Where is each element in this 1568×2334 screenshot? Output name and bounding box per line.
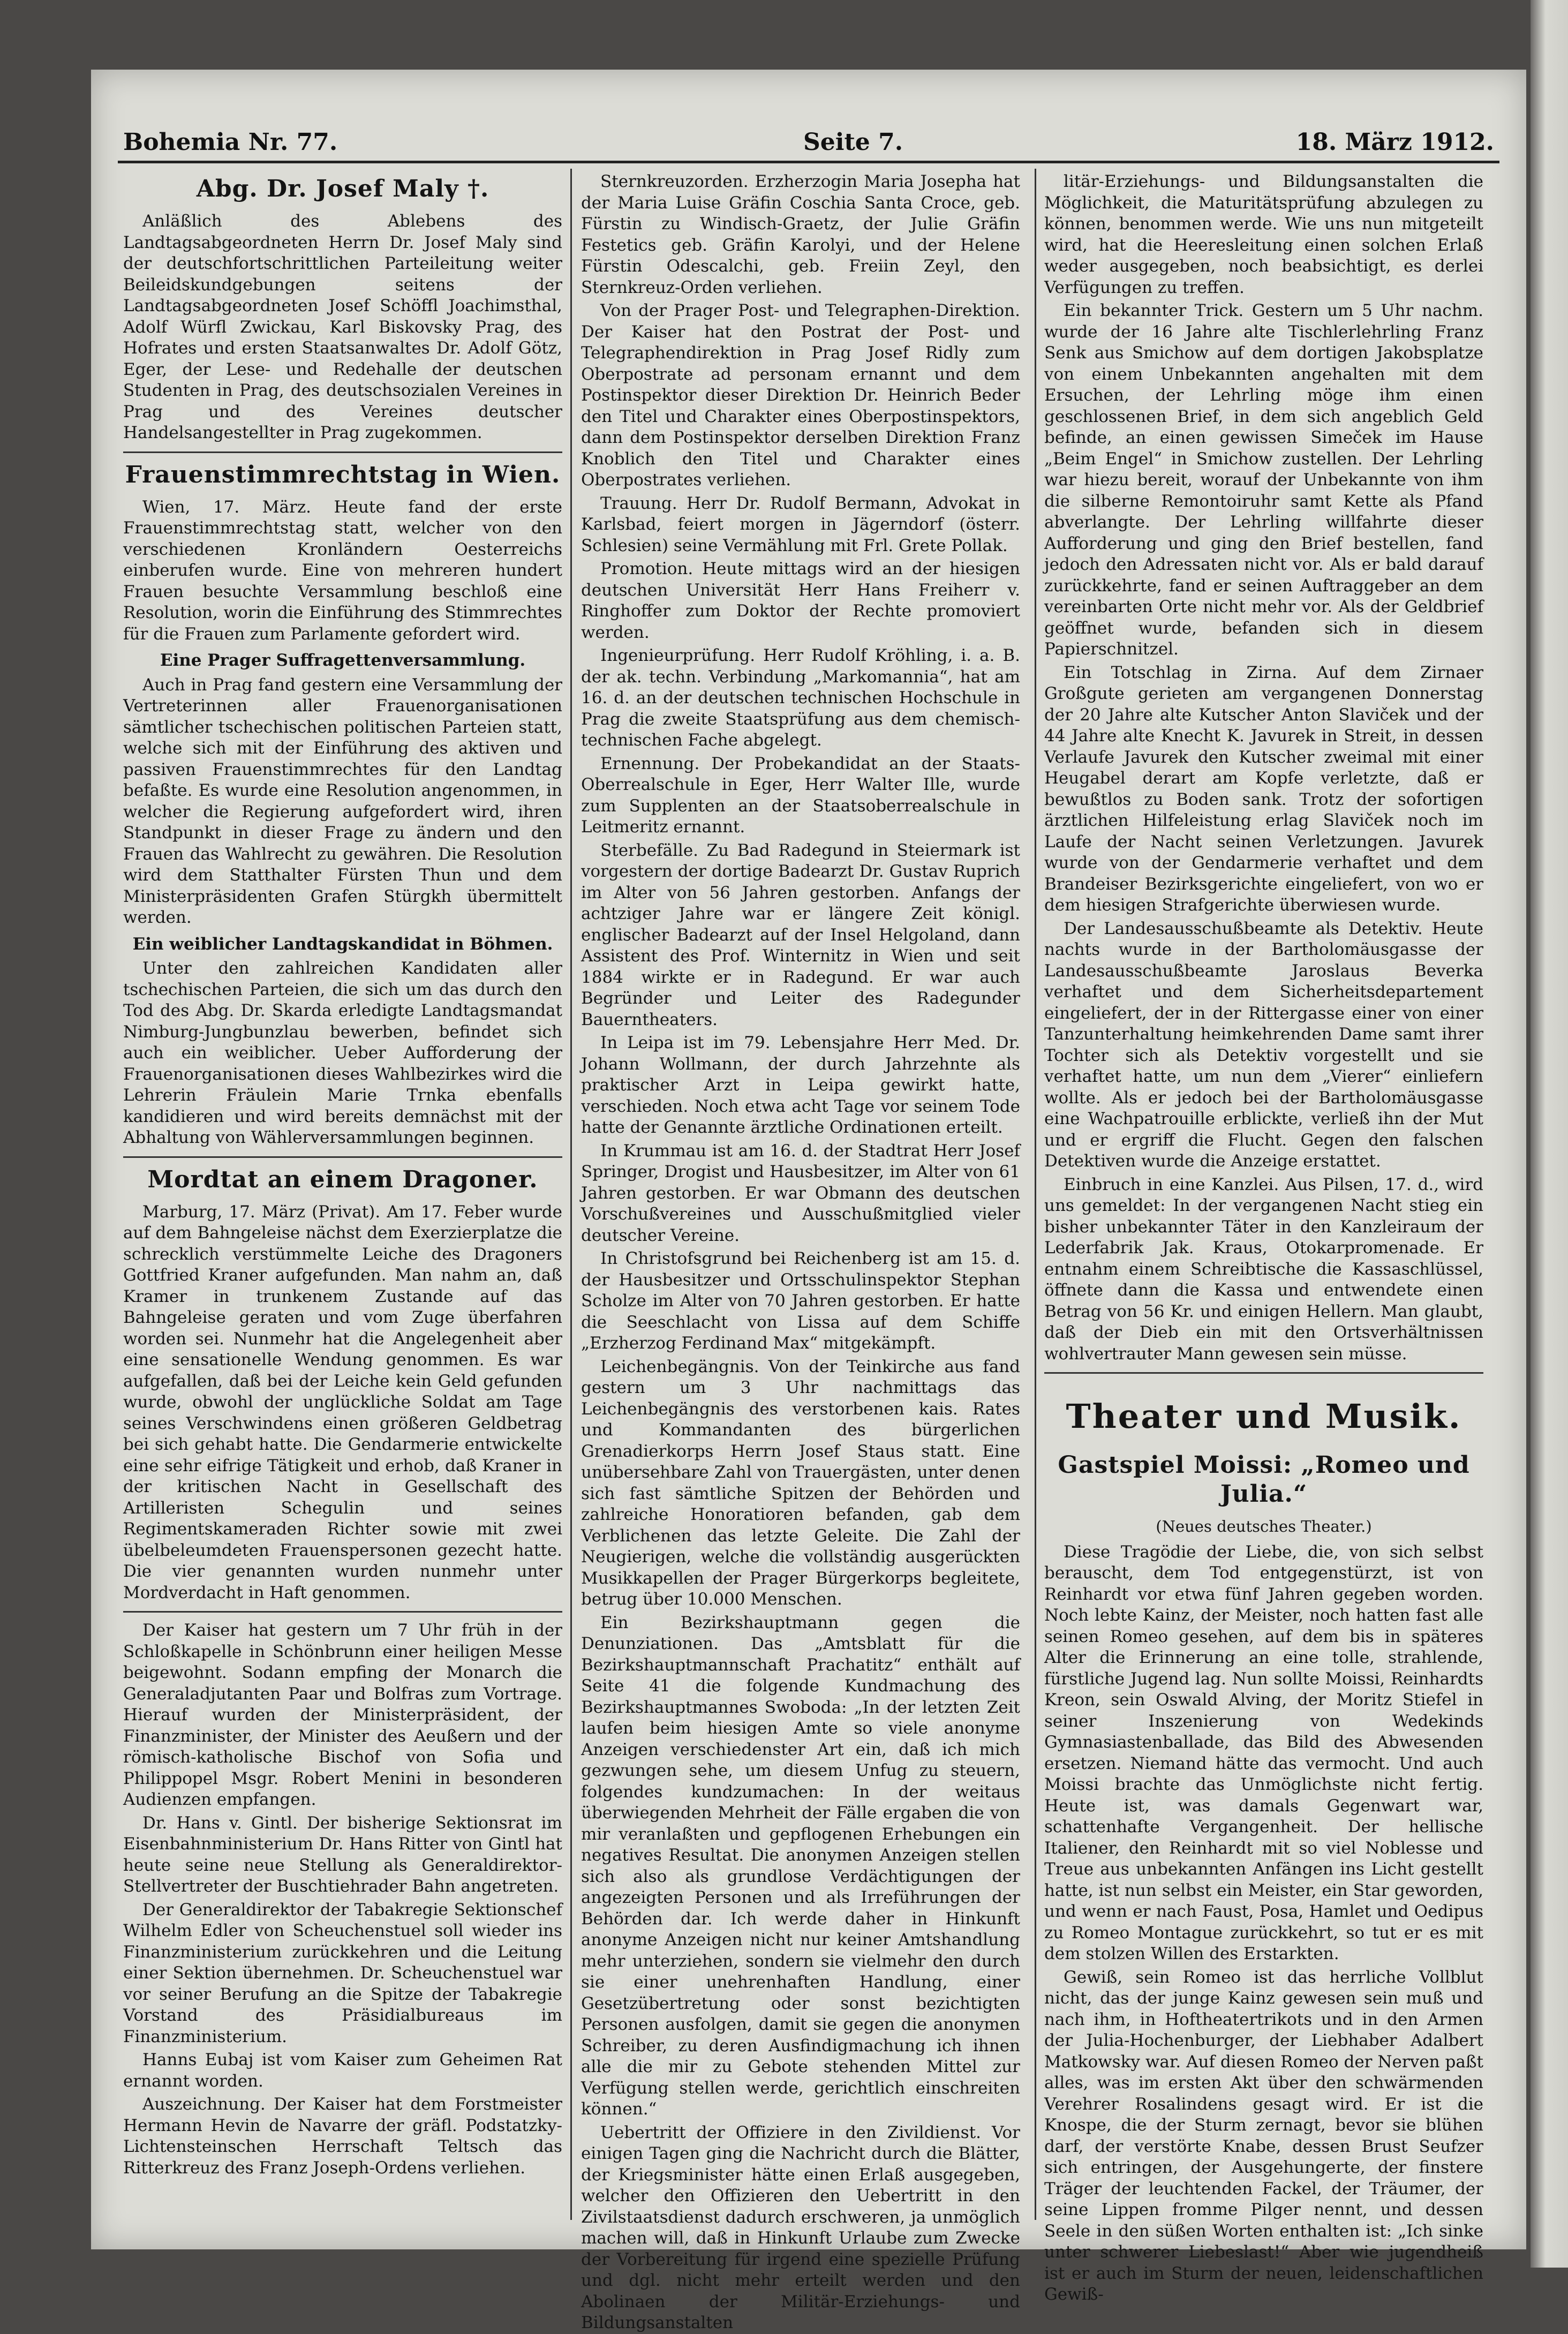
news-item: Hanns Eubaj ist vom Kaiser zum Geheimen Rat ernannt worden. — [123, 2050, 562, 2091]
article-title: Gastspiel Moissi: „Romeo und Julia.“ — [1058, 1451, 1470, 1508]
news-item: In Christofsgrund bei Reichenberg ist am 15. d. der Hausbesitzer und Ortsschulinspektor Stephan Scholze im Alter von 70 Jahren gestorben. Er hatte die Seeschlacht von Lissa auf dem Schiffe „Erzherzog Ferdinand Max“ mitgekämpft. — [581, 1249, 1020, 1353]
news-item: Dr. Hans v. Gintl. Der bisherige Sektionsrat im Eisenbahnministerium Dr. Hans Ritter von Gintl hat heute seine neue Stellung als Generaldirektor-Stellvertreter der Buschtiehrader Bahn angetreten. — [123, 1813, 562, 1896]
news-item: Der Landesausschußbeamte als Detektiv. Heute nachts wurde in der Bartholomäusgasse der Landesausschußbeamte Jaroslaus Beverka verhaftet und dem Sicherheitsdepartement eingeliefert, der in der Rittergasse einer von einer Tanzunterhaltung heimkehrenden Dame samt ihrer Tochter sich als Detektiv vorgestellt und sie verhaftet hatte, um nun dem „Vierer“ einliefern wollte. Als er jedoch bei der Bartholomäusgasse eine Wachpatrouille erblickte, verließ ihn der Mut und er ergriff die Flucht. Gegen den falschen Detektiven wurde die Anzeige erstattet. — [1044, 918, 1483, 1171]
scan-edge — [1531, 0, 1568, 2268]
news-item: In Krummau ist am 16. d. der Stadtrat Herr Josef Springer, Drogist und Hausbesitzer, im Alter von 61 Jahren gestorben. Er war Obmann des deutschen Vorschußvereines und Ausschußmitglied vieler deutscher Vereine. — [581, 1141, 1020, 1245]
news-item: Der Kaiser hat gestern um 7 Uhr früh in der Schloßkapelle in Schönbrunn einer heiligen Messe beigewohnt. Sodann empfing der Monarch die Generaladjutanten Paar und Bolfras zum Vortrage. Hierauf wurden der Ministerpräsident, der Finanzminister, der Minister des Aeußern und der römisch-katholische Bischof von Sofia und Philippopel Msgr. Robert Menini in besonderen Audienzen empfangen. — [123, 1621, 562, 1809]
article-title: Mordtat an einem Dragoner. — [147, 1165, 538, 1193]
article-separator — [123, 451, 562, 453]
news-item: Der Generaldirektor der Tabakregie Sektionschef Wilhelm Edler von Scheuchenstuel soll wieder ins Finanzministerium zurückkehren und die Leitung einer Sektion übernehmen. Dr. Scheuchenstuel war vor seiner Berufung an die Spitze der Tabakregie Vorstand des Präsidialbureaus im Finanzministerium. — [123, 1900, 562, 2046]
article-paragraph: Unter den zahlreichen Kandidaten aller tschechischen Parteien, die sich um das durch den Tod des Abg. Dr. Skarda erledigte Landtagsmandat Nimburg-Jungbunzlau bewerben, befindet sich auch ein weiblicher. Ueber Aufforderung der Frauenorganisationen dieses Wahlbezirkes wird die Lehrerin Fräulein Marie Trnka ebenfalls kandidieren und wird bereits demnächst mit der Abhaltung von Wählerversammlungen beginnen. — [123, 959, 562, 1147]
news-item: Von der Prager Post- und Telegraphen-Direktion. Der Kaiser hat den Postrat der Post- und Telegraphendirektion in Prag Josef Ridly zum Oberpostrate ad personam ernannt und dem Postinspektor dieser Direktion Dr. Heinrich Beder den Titel und Charakter eines Oberpostinspektors, dann dem Postinspektor derselben Direktion Franz Knoblich den Titel und Charakter eines Oberpostrates verliehen. — [581, 301, 1020, 490]
page-header — [123, 123, 1494, 161]
news-item: Leichenbegängnis. Von der Teinkirche aus fand gestern um 3 Uhr nachmittags das Leichenbegängnis des verstorbenen kais. Rates und Kommandanten des bürgerlichen Grenadierkorps Herrn Josef Staus statt. Eine unübersehbare Zahl von Trauergästen, unter denen sich fast sämtliche Spitzen der Behörden und zahlreiche Honoratioren befanden, gab dem Verblichenen das letzte Geleite. Die Zahl der Neugierigen, welche die vollständig ausgerückten Musikkapellen der Prager Bürgerkorps begleitete, betrug über 10.000 Menschen. — [581, 1357, 1020, 1609]
section-title: Theater und Musik. — [1066, 1397, 1462, 1436]
news-item: Ingenieurprüfung. Herr Rudolf Kröhling, i. a. B. der ak. techn. Verbindung „Markomannia“, hat am 16. d. an der deutschen technischen Hochschule in Prag die zweite Staatsprüfung aus dem chemisch-technischen Fache abgelegt. — [581, 646, 1020, 750]
column-3 — [1044, 171, 1483, 2304]
article-paragraph: Gewiß, sein Romeo ist das herrliche Vollblut nicht, das der junge Kainz gewesen sein muß und nach ihm, in Hoftheatertrikots und in den Armen der Julia-Hochenburger, der Liebhaber Adalbert Matkowsky war. Auf diesen Romeo der Nerven paßt alles, was im ersten Akt über den schwärmenden Verehrer Rosalindens gesagt wird. Er ist die Knospe, die der Sturm zernagt, bevor sie blühen darf, der verstörte Knabe, dessen Brust Seufzer sich entringen, der Ausgehungerte, der finstere Träger der leuchtenden Fackel, der Träumer, der seine Lippen fromme Pilger nennt, und dessen Seele in den süßen Worten enthalten ist: „Ich sinke unter schwerer Liebeslast!“ Aber wie jugendheiß ist er auch im Sturm der neuen, leidenschaftlichen Gewiß- — [1044, 1967, 1483, 2304]
news-item: Uebertritt der Offiziere in den Zivildienst. Vor einigen Tagen ging die Nachricht durch die Blätter, der Kriegsminister hätte einen Erlaß ausgegeben, welcher den Offizieren den Uebertritt in den Zivilstaatsdienst dadurch erschweren, ja unmöglich machen will, daß in Hinkunft Urlaube zum Zwecke der Vorbereitung für irgend eine spezielle Prüfung und dgl. nicht mehr erteilt werden und den Abolinaen der Militär-Erziehungs- und Bildungsanstalten — [581, 2122, 1020, 2332]
column-2 — [581, 171, 1020, 2332]
news-item: Einbruch in eine Kanzlei. Aus Pilsen, 17. d., wird uns gemeldet: In der vergangenen Nacht stieg ein bisher unbekannter Täter in den Kanzleiraum der Lederfabrik Jak. Kraus, Otokarpromenade. Er entnahm einem Schreibtische die Kassaschlüssel, öffnete dann die Kassa und entwendete einen Betrag von 56 Kr. und einigen Hellern. Man glaubt, daß der Dieb ein mit den Ortsverhältnissen wohlvertrauter Mann gewesen sein müsse. — [1044, 1174, 1483, 1364]
news-item: Sterbefälle. Zu Bad Radegund in Steiermark ist vorgestern der dortige Badearzt Dr. Gustav Ruprich im Alter von 56 Jahren gestorben. Anfangs der achtziger Jahre war er längere Zeit königl. englischer Badearzt auf der Insel Helgoland, dann Assistent des Prof. Winternitz in Wien und seit 1884 wirkte er in Radegund. Er war auch Begründer und Leiter des Radegunder Bauerntheaters. — [581, 840, 1020, 1029]
header-date: 18. März 1912. — [1295, 129, 1494, 156]
newspaper-page — [91, 70, 1526, 2332]
news-item: Auszeichnung. Der Kaiser hat dem Forstmeister Hermann Hevin de Navarre der gräfl. Podstatzky-Lichtensteinschen Herrschaft Teltsch das Ritterkreuz des Franz Joseph-Ordens verliehen. — [123, 2095, 562, 2178]
news-item: In Leipa ist im 79. Lebensjahre Herr Med. Dr. Johann Wollmann, der durch Jahrzehnte als praktischer Arzt in Leipa gewirkt hatte, verschieden. Noch etwa acht Tage vor seinem Tode hatte der Genannte ärztliche Ordinationen erteilt. — [581, 1033, 1020, 1137]
news-item: litär-Erziehungs- und Bildungsanstalten die Möglichkeit, die Maturitätsprüfung abzulegen zu können, benommen werde. Wie uns nun mitgeteilt wird, hat die Heeresleitung einen solchen Erlaß weder ausgegeben, noch beabsichtigt, es derlei Verfügungen zu treffen. — [1044, 172, 1483, 297]
article-paragraph: Anläßlich des Ablebens des Landtagsabgeordneten Herrn Dr. Josef Maly sind der deutschfortschrittlichen Parteileitung weiter Beileidskundgebungen seitens der Landtagsabgeordneten Josef Schöffl Joachimsthal, Adolf Würfl Zwickau, Karl Biskovsky Prag, des Hofrates und ersten Staatsanwaltes Dr. Adolf Götz, Eger, der Lese- und Redehalle der deutschen Studenten in Prag, des deutschsozialen Vereines in Prag und des Vereines deutscher Handelsangestellter in Prag zugekommen. — [123, 212, 562, 442]
header-issue: Bohemia Nr. 77. — [123, 129, 338, 156]
news-item: Ernennung. Der Probekandidat an der Staats-Oberrealschule in Eger, Herr Walter Ille, wurde zum Supplenten an der Staatsoberrealschule in Leitmeritz ernannt. — [581, 754, 1020, 837]
section-separator — [1044, 1372, 1483, 1374]
article-separator — [123, 1156, 562, 1158]
news-item: Trauung. Herr Dr. Rudolf Bermann, Advokat in Karlsbad, feiert morgen in Jägerndorf (österr. Schlesien) seine Vermählung mit Frl. Grete Pollak. — [581, 493, 1020, 555]
article-title: Frauenstimmrechtstag in Wien. — [125, 461, 561, 488]
article-subtitle: (Neues deutsches Theater.) — [1156, 1517, 1372, 1535]
article-paragraph: Wien, 17. März. Heute fand der erste Frauenstimmrechtstag statt, welcher von den verschiedenen Kronländern Oesterreichs einberufen wurde. Eine von mehreren hundert Frauen besuchte Versammlung beschloß eine Resolution, worin die Einführung des Stimmrechtes für die Frauen zum Parlamente gefordert wird. — [123, 497, 562, 644]
article-paragraph: Auch in Prag fand gestern eine Versammlung der Vertreterinnen aller Frauenorganisationen sämtlicher tschechischen politischen Parteien statt, welche sich mit der Einführung des aktiven und passiven Frauenstimmrechtes für den Landtag befaßte. Es wurde eine Resolution angenommen, in welcher die Regierung aufgefordert wird, ihren Standpunkt in dieser Frage zu ändern und den Frauen das Wahlrecht zu gewähren. Die Resolution wird dem Statthalter Fürsten Thun und dem Ministerpräsidenten Grafen Stürgkh übermittelt werden. — [123, 675, 562, 927]
article-subheading: Ein weiblicher Landtagskandidat in Böhmen. — [132, 934, 553, 954]
article-separator — [123, 1611, 562, 1613]
article-subheading: Eine Prager Suffragettenversammlung. — [160, 651, 526, 670]
article-title: Abg. Dr. Josef Maly †. — [196, 175, 489, 202]
column-rule — [1035, 169, 1036, 2220]
news-item: Ein Totschlag in Zirna. Auf dem Zirnaer Großgute gerieten am vergangenen Donnerstag der 20 Jahre alte Kutscher Anton Slaviček und der 44 Jahre alte Knecht K. Javurek in Streit, in dessen Verlaufe Javurek den Kutscher zweimal mit einer Heugabel derart am Kopfe verletzte, daß er bewußtlos zu Boden sank. Trotz der sofortigen ärztlichen Hilfeleistung erlag Slaviček noch im Laufe der Nacht seinen Verletzungen. Javurek wurde von der Gendarmerie verhaftet und dem Brandeiser Bezirksgerichte eingeliefert, von wo er dem hiesigen Strafgerichte überwiesen wurde. — [1044, 662, 1483, 915]
news-item: Ein Bezirkshauptmann gegen die Denunziationen. Das „Amtsblatt für die Bezirkshauptmannschaft Prachatitz“ enthält auf Seite 41 die folgende Kundmachung des Bezirkshauptmannes Swoboda: „In der letzten Zeit laufen beim hiesigen Amte so viele anonyme Anzeigen verschiedenster Art ein, daß ich mich gezwungen sehe, um diesem Unfug zu steuern, folgendes kundzumachen: In der weitaus überwiegenden Mehrheit der Fälle ergaben die von mir veranlaßten und gepflogenen Erhebungen ein negatives Resultat. Die anonymen Anzeigen stellen sich also als grundlose Verdächtigungen der angezeigten Personen und als Irreführungen der Behörden dar. Ich werde daher in Hinkunft anonyme Anzeigen nicht nur keiner Amtshandlung mehr unterziehen, sondern sie vielmehr den durch sie einer unehrenhaften Handlung, einer Gesetzübertretung oder sonst bezichtigten Personen ausfolgen, damit sie gegen die anonymen Schreiber, zu deren Ausfindigmachung ich ihnen alle die mir zu Gebote stehenden Mittel zur Verfügung stellen werde, gerichtlich einschreiten können.“ — [581, 1613, 1020, 2119]
column-rule — [570, 169, 572, 2220]
news-item: Sternkreuzorden. Erzherzogin Maria Josepha hat der Maria Luise Gräfin Coschia Santa Croce, geb. Fürstin zu Windisch-Graetz, der Julie Gräfin Festetics geb. Gräfin Karolyi, und der Helene Fürstin Odescalchi, geb. Freiin Zeyl, den Sternkreuz-Orden verliehen. — [581, 172, 1020, 297]
news-item: Ein bekannter Trick. Gestern um 5 Uhr nachm. wurde der 16 Jahre alte Tischlerlehrling Franz Senk aus Smichow auf dem dortigen Jakobsplatze von einem Unbekannten angehalten mit dem Ersuchen, der Lehrling möge ihm einen geschlossenen Brief, in dem sich angeblich Geld befinde, an einen gewissen Simeček im Hause „Beim Engel“ in Smichow zustellen. Der Lehrling war hiezu bereit, worauf der Unbekannte von ihm die silberne Remontoiruhr samt Kette als Pfand abverlangte. Der Lehrling willfahrte dieser Aufforderung und ging den Brief bestellen, fand jedoch den Adressaten nicht vor. Als er bald darauf zurückkehrte, fand er seinen Auftraggeber an dem vereinbarten Orte nicht mehr vor. Als der Geldbrief geöffnet wurde, befanden sich in diesem Papierschnitzel. — [1044, 301, 1483, 659]
news-item: Promotion. Heute mittags wird an der hiesigen deutschen Universität Herr Hans Freiherr v. Ringhoffer zum Doktor der Rechte promoviert werden. — [581, 559, 1020, 642]
header-page-number: Seite 7. — [803, 129, 903, 156]
article-paragraph: Marburg, 17. März (Privat). Am 17. Feber wurde auf dem Bahngeleise nächst dem Exerzierplatze die schrecklich verstümmelte Leiche des Dragoners Gottfried Kraner aufgefunden. Man nahm an, daß Kramer in trunkenem Zustande auf das Bahngeleise geraten und vom Zuge überfahren worden sei. Nunmehr hat die Angelegenheit aber eine sensationelle Wendung genommen. Es war aufgefallen, daß bei der Leiche kein Geld gefunden wurde, obwohl der unglückliche Soldat am Tage seines Verschwindens einen größeren Geldbetrag bei sich gehabt hatte. Die Gendarmerie entwickelte eine sehr eifrige Tätigkeit und erhob, daß Kraner in der kritischen Nacht in Gesellschaft des Artilleristen Schegulin und seines Regimentskameraden Richter sowie mit zwei übelbeleumdeten Frauenspersonen gezecht hatte. Die vier genannten wurden nunmehr unter Mordverdacht in Haft genommen. — [123, 1202, 562, 1602]
article-paragraph: Diese Tragödie der Liebe, die, von sich selbst berauscht, dem Tod entgegenstürzt, ist von Reinhardt vor etwa fünf Jahren gegeben worden. Noch lebte Kainz, der Meister, noch hatten fast alle seinen Romeo gesehen, auf dem bis in späteres Alter die Erinnerung an eine tolle, strahlende, fürstliche Jugend lag. Nun sollte Moissi, Reinhardts Kreon, sein Oswald Alving, der Moritz Stiefel in seiner Inszenierung von Wedekinds Gymnasiastenballade, das Bild des Abwesenden ersetzen. Niemand hätte das vermocht. Und auch Moissi brachte das Unmöglichste nicht fertig. Heute ist, was damals Gegenwart war, schattenhafte Vergangenheit. Der hellische Italiener, den Reinhardt mit so viel Noblesse und Treue aus unbekannten Anfängen ins Licht gestellt hatte, ist nun selbst ein Meister, ein Star geworden, und wenn er nach Faust, Posa, Hamlet und Oedipus zu Romeo Montague zurückkehrt, so tut er es mit dem stolzen Willen des Erstarkten. — [1044, 1542, 1483, 1963]
header-rule — [118, 161, 1499, 163]
column-1 — [123, 171, 562, 2233]
